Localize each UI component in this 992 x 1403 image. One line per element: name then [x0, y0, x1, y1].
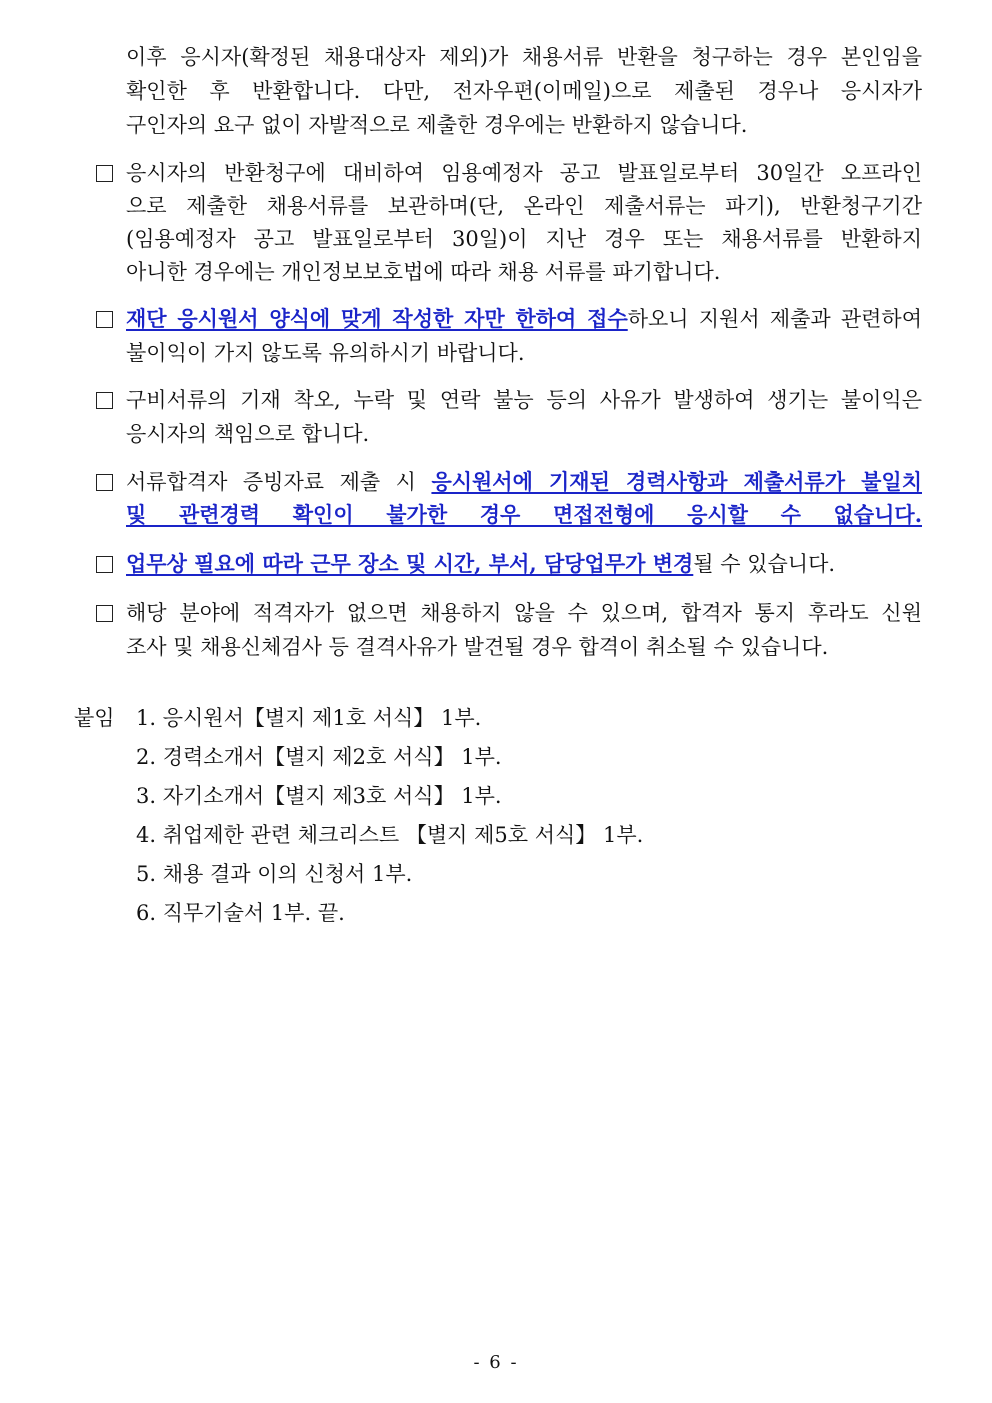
notice-item-form [92, 302, 922, 370]
item-text: 서류합격자 증빙자료 제출 시 [126, 470, 432, 494]
item-line [126, 498, 922, 532]
checkbox-square-icon [96, 311, 113, 328]
highlighted-text: 응시원서에 기재된 경력사항과 제출서류가 불일치 [431, 469, 922, 494]
intro-line: 확인한 후 반환합니다. 다만, 전자우편(이메일)으로 제출된 경우나 응시자가 [126, 79, 922, 103]
item-line: 해당 분야에 적격자가 없으면 채용하지 않을 수 있으며, 합격자 통지 후라도 신원 [126, 601, 922, 625]
checkbox-square-icon [96, 392, 113, 409]
item-text: 될 수 있습니다. [693, 552, 836, 576]
item-line [126, 302, 922, 336]
checkbox-square-icon [96, 556, 113, 573]
page-number: - 6 - [473, 1352, 519, 1373]
item-line [126, 465, 922, 499]
attachment-item: 5. 채용 결과 이의 신청서 1부. [136, 862, 413, 886]
item-line: 구비서류의 기재 착오, 누락 및 연락 불능 등의 사유가 발생하여 생기는 불이익은 [126, 388, 922, 412]
checkbox-square-icon [96, 165, 113, 182]
intro-line: 이후 응시자(확정된 채용대상자 제외)가 채용서류 반환을 청구하는 경우 본인임을 [126, 45, 922, 69]
item-line: 조사 및 채용신체검사 등 결격사유가 발견될 경우 합격이 취소될 수 있습니다. [126, 635, 829, 659]
item-line: 아니한 경우에는 개인정보보호법에 따라 채용 서류를 파기합니다. [126, 260, 721, 284]
item-line: (임용예정자 공고 발표일로부터 30일)이 지난 경우 또는 채용서류를 반환하지 [126, 227, 922, 251]
highlighted-text: 및 관련경력 확인이 불가한 경우 면접전형에 응시할 수 없습니다. [126, 502, 922, 527]
notice-item-responsibility [92, 383, 922, 451]
notice-item-cancel [92, 596, 922, 664]
item-line: 응시자의 책임으로 합니다. [126, 422, 370, 446]
attachment-item: 3. 자기소개서【별지 제3호 서식】 1부. [136, 784, 502, 808]
notice-item-evidence [92, 465, 922, 533]
attachment-item: 2. 경력소개서【별지 제2호 서식】 1부. [136, 745, 502, 769]
item-line: 으로 제출한 채용서류를 보관하며(단, 온라인 제출서류는 파기), 반환청구기간 [126, 194, 922, 218]
attachments-label: 붙임 [74, 706, 115, 730]
checkbox-square-icon [96, 605, 113, 622]
item-line: 응시자의 반환청구에 대비하여 임용예정자 공고 발표일로부터 30일간 오프라인 [126, 161, 922, 185]
item-line: 불이익이 가지 않도록 유의하시기 바랍니다. [126, 341, 525, 365]
attachment-item: 6. 직무기술서 1부. 끝. [136, 901, 345, 925]
checkbox-square-icon [96, 474, 113, 491]
intro-paragraph [92, 40, 922, 142]
attachment-item: 4. 취업제한 관련 체크리스트 【별지 제5호 서식】 1부. [136, 823, 644, 847]
notice-item-change [92, 547, 922, 581]
attachment-item: 1. 응시원서【별지 제1호 서식】 1부. [136, 706, 482, 730]
item-line [126, 547, 922, 581]
notice-item-retention [92, 156, 922, 292]
highlighted-text: 재단 응시원서 양식에 맞게 작성한 자만 한하여 접수 [126, 306, 628, 331]
highlighted-text: 업무상 필요에 따라 근무 장소 및 시간, 부서, 담당업무가 변경 [126, 551, 694, 576]
item-text: 하오니 지원서 제출과 관련하여 [627, 307, 922, 331]
intro-line: 구인자의 요구 없이 자발적으로 제출한 경우에는 반환하지 않습니다. [126, 113, 748, 137]
